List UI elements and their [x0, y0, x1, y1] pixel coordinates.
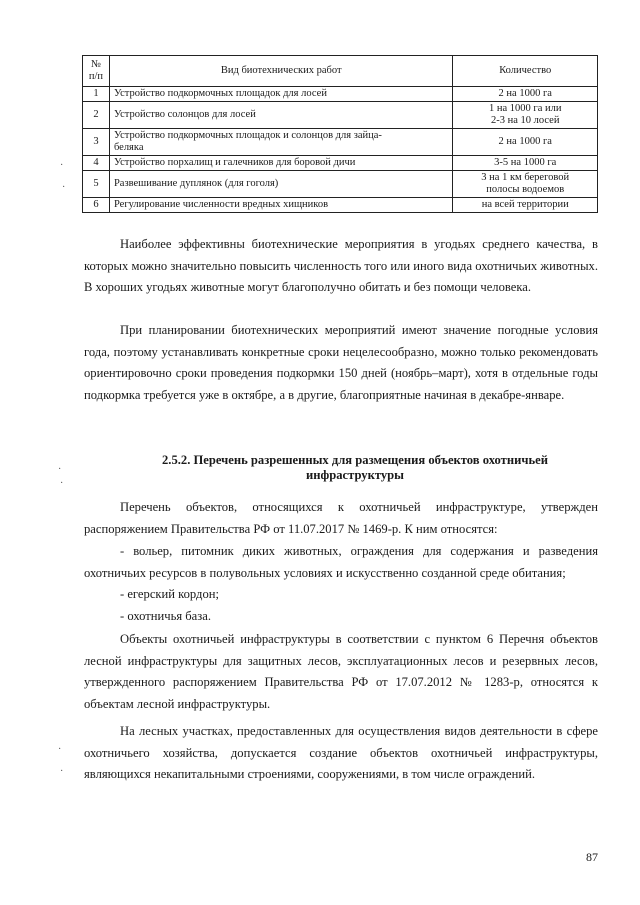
row-number: 2 — [83, 102, 110, 129]
row-quantity: 2 на 1000 га — [453, 129, 598, 156]
row-work: Развешивание дуплянок (для гоголя) — [109, 171, 453, 198]
table-row — [83, 102, 598, 129]
table-row — [83, 171, 598, 198]
table-header-row — [83, 56, 598, 87]
scan-mark: · — [60, 160, 64, 171]
section-heading: 2.5.2. Перечень разрешенных для размещения объектов охотничьей инфраструктуры — [162, 453, 548, 482]
row-number: 3 — [83, 129, 110, 156]
row-work: Устройство солонцов для лосей — [109, 102, 453, 129]
row-quantity: на всей территории — [453, 198, 598, 213]
row-work: Устройство подкормочных площадок для лосей — [109, 87, 453, 102]
row-work: Устройство подкормочных площадок и солонцов для зайца- беляка — [109, 129, 453, 156]
row-number: 5 — [83, 171, 110, 198]
row-quantity: 2 на 1000 га — [453, 87, 598, 102]
row-work: Регулирование численности вредных хищников — [109, 198, 453, 213]
paragraph-effective-measures: Наиболее эффективны биотехнические мероприятия в угодьях среднего качества, в которых можно значительно повысить численность того или иного вида охотничьих животных. В хороших угодьях животные могут благополучно обитать и без помощи человека. — [84, 237, 598, 294]
list-item: - егерский кордон; — [120, 587, 220, 601]
header-quantity: Количество — [453, 56, 598, 87]
table-row — [83, 198, 598, 213]
row-quantity: 1 на 1000 га или 2-3 на 10 лосей — [453, 102, 598, 129]
paragraph-infrastructure-list: Перечень объектов, относящихся к охотничьей инфраструктуре, утвержден распоряжением Правительства РФ от 11.07.2017 № 1469-р. К ним относятся: — [84, 500, 598, 536]
table-row — [83, 156, 598, 171]
row-number: 4 — [83, 156, 110, 171]
scan-mark: · — [62, 182, 66, 193]
row-work: Устройство порхалищ и галечников для боровой дичи — [109, 156, 453, 171]
paragraph-forest-plots: На лесных участках, предоставленных для осуществления видов деятельности в сфере охотничьего хозяйства, допускается создание объектов охотничьей инфраструктуры, являющихся некапитальными строениями, сооружениями, в том числе ограждений. — [84, 724, 598, 781]
page-number: 87 — [586, 850, 598, 864]
row-number: 1 — [83, 87, 110, 102]
biotech-works-table — [82, 55, 598, 213]
scan-mark: · — [60, 766, 64, 777]
list-item: - вольер, питомник диких животных, ограждения для содержания и разведения охотничьих ресурсов в полувольных условиях и искусственно созданной среде обитания; — [84, 544, 598, 580]
scan-mark: · — [58, 744, 62, 755]
table-row — [83, 87, 598, 102]
row-number: 6 — [83, 198, 110, 213]
header-work-type: Вид биотехнических работ — [109, 56, 453, 87]
table-row — [83, 129, 598, 156]
scan-mark: · — [60, 478, 64, 489]
paragraph-forest-infrastructure: Объекты охотничьей инфраструктуры в соответствии с пунктом 6 Перечня объектов лесной инфраструктуры для защитных лесов, эксплуатационных лесов и резервных лесов, утвержденного распоряжением Правительства РФ от 17.07.2012 № 1283-р, относятся к объектам лесной инфраструктуры. — [84, 632, 598, 711]
row-quantity: 3-5 на 1000 га — [453, 156, 598, 171]
list-item: - охотничья база. — [120, 609, 211, 623]
scan-mark: · — [58, 464, 62, 475]
header-number: № п/п — [83, 56, 110, 87]
paragraph-planning: При планировании биотехнических мероприятий имеют значение погодные условия года, поэтому устанавливать конкретные сроки нецелесообразно, можно только рекомендовать ориентировочно сроки проведения подкормки 150 дней (ноябрь–март), хотя в отдельные годы подкормка требуется уже в октябре, а в другие, благоприятные начиная в декабре-январе. — [84, 323, 598, 402]
row-quantity: 3 на 1 км береговой полосы водоемов — [453, 171, 598, 198]
